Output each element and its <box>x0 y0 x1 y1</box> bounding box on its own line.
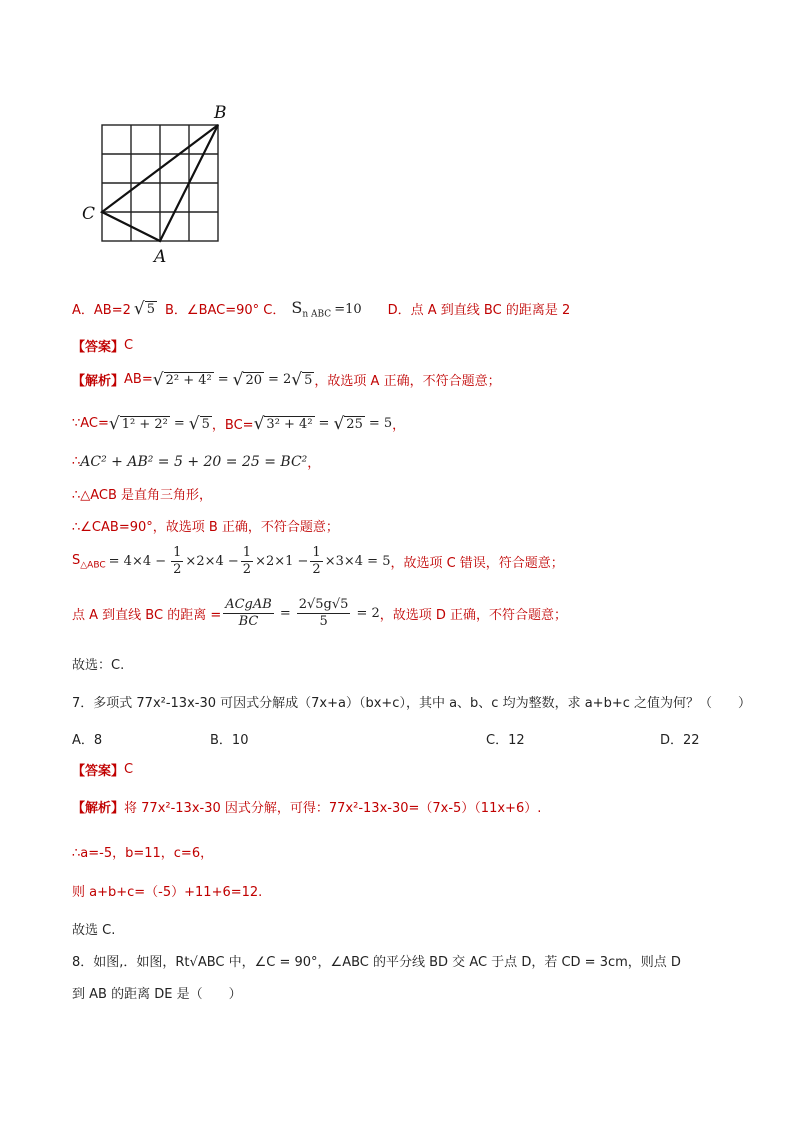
q7-analysis <box>72 797 541 816</box>
q6-l1-sqrt3: √ 5 <box>291 369 313 390</box>
q6-l2-sqrt2: √ 5 <box>188 413 210 434</box>
label-a: A <box>154 247 167 267</box>
q7-option-d: D．22 <box>660 733 700 748</box>
q6-l2-post: ， <box>392 418 406 433</box>
q6-analysis-line2 <box>72 414 405 433</box>
q6-options <box>72 298 570 320</box>
q6-l6-frac3: $\frac{1}{2}$ <box>312 545 321 577</box>
q6-l3-pre: ∴ <box>72 454 81 469</box>
q6-l1-eq: = <box>217 372 229 387</box>
q6-option-a-sqrt: √ 5 <box>133 298 155 319</box>
q8-line2: 到 AB 的距离 DE 是（ ） <box>72 987 242 1002</box>
q7-step1: ∴a=-5，b=11，c=6， <box>72 846 214 861</box>
q6-answer-tag: 【答案】 <box>72 340 125 355</box>
q6-answer-value: C <box>124 338 134 353</box>
q7-analysis-text: 将 77x²-13x-30 因式分解，可得：77x²-13x-30=（7x-5）（11x+6）. <box>124 801 542 816</box>
q6-l1-post: ，故选项 A 正确，不符合题意； <box>314 374 501 389</box>
q6-analysis-tag: 【解析】 <box>72 374 125 389</box>
q6-l2-sqrt3: √ 3² + 4² <box>253 413 313 434</box>
q6-l6-frac2: $\frac{1}{2}$ <box>242 545 252 577</box>
q6-l6-expr1: = 4×4 − <box>108 554 167 569</box>
q6-l6-frac1: $\frac{1}{2}$ <box>173 545 182 577</box>
grid-figure <box>78 96 238 268</box>
q6-conclusion: 故选：C. <box>72 658 125 673</box>
q6-l7-pre: 点 A 到直线 BC 的距离 = <box>72 608 222 623</box>
q6-l6-s: $S_{\triangle ABC}$ <box>72 552 106 571</box>
q6-analysis-line4: ∴△ACB 是直角三角形， <box>72 488 213 503</box>
q7-answer-tag: 【答案】 <box>72 764 125 779</box>
q6-l7-eq2: = 2 <box>356 606 380 621</box>
q6-l6-expr3: ×2×1 − <box>255 554 309 569</box>
label-c: C <box>82 204 96 224</box>
q6-option-c: $S_{n ABC} =10$ <box>291 298 362 320</box>
q6-analysis-line1 <box>72 370 501 389</box>
q6-l7-post: ，故选项 D 正确，不符合题意； <box>379 608 568 623</box>
q7-analysis-tag: 【解析】 <box>72 801 125 816</box>
q6-option-b: B．∠BAC=90° C． <box>165 303 286 319</box>
q7-step2: 则 a+b+c=（-5）+11+6=12. <box>72 885 263 900</box>
q6-l1-sqrt1: √ 2² + 4² <box>152 369 212 390</box>
q6-l6-post: ，故选项 C 错误，符合题意； <box>390 556 564 571</box>
q7-question: 7．多项式 77x²-13x-30 可因式分解成（7x+a）（bx+c），其中 a、b、c 均为整数，求 a+b+c 之值为何？（ ） <box>72 696 751 711</box>
q8-line1: 8．如图,．如图，Rt√ABC 中，∠C = 90°，∠ABC 的平分线 BD 交 AC 于点 D，若 CD = 3cm，则点 D <box>72 955 681 970</box>
q6-analysis-line3 <box>72 452 320 471</box>
q6-option-a: A．AB=2 <box>72 303 131 319</box>
q6-l2-mid: ，BC= <box>211 418 254 433</box>
q6-l1-sqrt2: √ 20 <box>232 369 262 390</box>
q7-answer <box>72 760 133 779</box>
q6-l2-eq: = <box>173 416 185 431</box>
q7-option-c: C．12 <box>486 733 525 748</box>
q6-option-d: D．点 A 到直线 BC 的距离是 2 <box>387 303 571 319</box>
q6-l1-pre: AB= <box>124 372 153 387</box>
q7-option-a: A．8 <box>72 733 103 748</box>
label-b: B <box>214 103 227 123</box>
q6-l2-eq2: = <box>318 416 330 431</box>
q6-l7-frac1: $\frac{\text{ACgAB}}{BC}$ <box>225 597 272 629</box>
q6-l3-post: ， <box>307 456 321 471</box>
q6-analysis-line7 <box>72 597 567 630</box>
q6-l2-sqrt1: √ 1² + 2² <box>108 413 168 434</box>
grid <box>102 125 218 241</box>
q6-l3-expr: AC² + AB² = 5 + 20 = 25 = BC² <box>80 453 308 470</box>
q6-analysis-line5: ∴∠CAB=90°，故选项 B 正确，不符合题意； <box>72 520 339 535</box>
q6-l2-eq3: = 5 <box>368 416 393 431</box>
q6-l7-frac2: $\frac{2√5g√5}{5}$ <box>298 597 349 629</box>
q6-l6-expr2: ×2×4 − <box>185 554 239 569</box>
q6-analysis-line6 <box>72 545 564 578</box>
q6-l7-eq: = <box>279 606 291 621</box>
q6-l2-sqrt4: √ 25 <box>333 413 363 434</box>
q7-option-b: B．10 <box>210 733 249 748</box>
q6-l6-expr4: ×3×4 = 5 <box>324 554 391 569</box>
q6-l1-eq2: = 2 <box>268 372 292 387</box>
q6-answer <box>72 336 133 355</box>
q7-conclusion: 故选 C. <box>72 923 116 938</box>
q6-l2-pre: ∵AC= <box>72 416 109 431</box>
q7-answer-value: C <box>124 762 134 777</box>
